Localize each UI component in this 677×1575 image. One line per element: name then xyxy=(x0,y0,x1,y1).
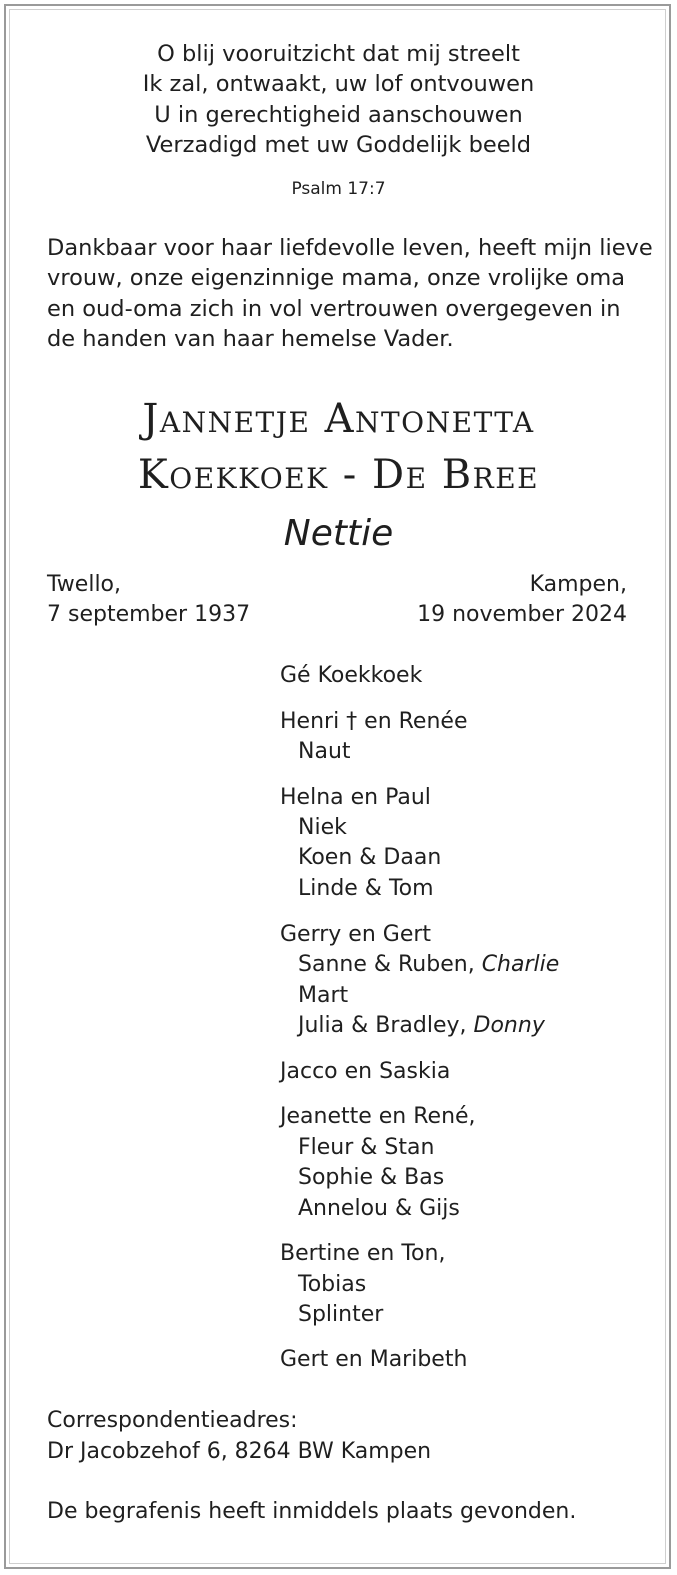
grandchild: Koen & Daan xyxy=(298,845,442,870)
grandchild: Fleur & Stan xyxy=(298,1135,435,1160)
verse-line-3: U in gerechtigheid aanschouwen xyxy=(154,102,523,128)
family-member: Gé Koekkoek xyxy=(280,663,423,688)
deceased-nickname: Nettie xyxy=(283,513,394,554)
grandchild: Splinter xyxy=(298,1302,384,1327)
grandchild: Tobias xyxy=(298,1272,367,1297)
family-member: Helna en Paul xyxy=(280,785,431,810)
grandchild: Naut xyxy=(298,739,351,764)
death-place: Kampen, xyxy=(529,572,627,597)
grandchild-names: Sanne & Ruben, xyxy=(298,952,482,977)
correspondence-address: Dr Jacobzehof 6, 8264 BW Kampen xyxy=(47,1439,432,1464)
grandchild: Mart xyxy=(298,983,349,1008)
death-date: 19 november 2024 xyxy=(417,602,627,627)
family-member: Henri † en Renée xyxy=(280,709,468,734)
intro-line-3: en oud-oma zich in vol vertrouwen overgegeven in xyxy=(47,296,621,322)
grandchild: Niek xyxy=(298,815,347,840)
verse-line-1: O blij vooruitzicht dat mij streelt xyxy=(157,41,520,67)
birth-date: 7 september 1937 xyxy=(47,602,251,627)
closing-note: De begrafenis heeft inmiddels plaats gevonden. xyxy=(47,1499,577,1524)
verse-line-2: Ik zal, ontwaakt, uw lof ontvouwen xyxy=(142,71,535,97)
grandchild: Sophie & Bas xyxy=(298,1165,445,1190)
correspondence-label: Correspondentieadres: xyxy=(47,1408,298,1433)
family-member: Gerry en Gert xyxy=(280,922,432,947)
grandchild-names: Julia & Bradley, xyxy=(298,1013,474,1038)
family-member: Gert en Maribeth xyxy=(280,1347,468,1372)
verse-line-4: Verzadigd met uw Goddelijk beeld xyxy=(145,132,532,158)
grandchild xyxy=(298,950,559,980)
intro-line-4: de handen van haar hemelse Vader. xyxy=(47,326,454,352)
grandchild: Linde & Tom xyxy=(298,876,434,901)
intro-line-1: Dankbaar voor haar liefdevolle leven, heeft mijn lieve xyxy=(47,235,653,261)
grandchild: Annelou & Gijs xyxy=(298,1196,460,1221)
deceased-name-line-1: Jannetje Antonetta xyxy=(142,396,535,442)
family-member: Jacco en Saskia xyxy=(280,1059,451,1084)
great-grandchild: Donny xyxy=(473,1013,545,1038)
family-member: Jeanette en René, xyxy=(280,1104,476,1129)
great-grandchild: Charlie xyxy=(481,952,560,977)
intro-line-2: vrouw, onze eigenzinnige mama, onze vrolijke oma xyxy=(47,265,626,291)
verse-reference: Psalm 17:7 xyxy=(291,179,386,199)
birth-place: Twello, xyxy=(47,572,122,597)
grandchild xyxy=(298,1011,545,1041)
family-member: Bertine en Ton, xyxy=(280,1241,446,1266)
deceased-name-line-2: Koekkoek - De Bree xyxy=(137,452,540,498)
